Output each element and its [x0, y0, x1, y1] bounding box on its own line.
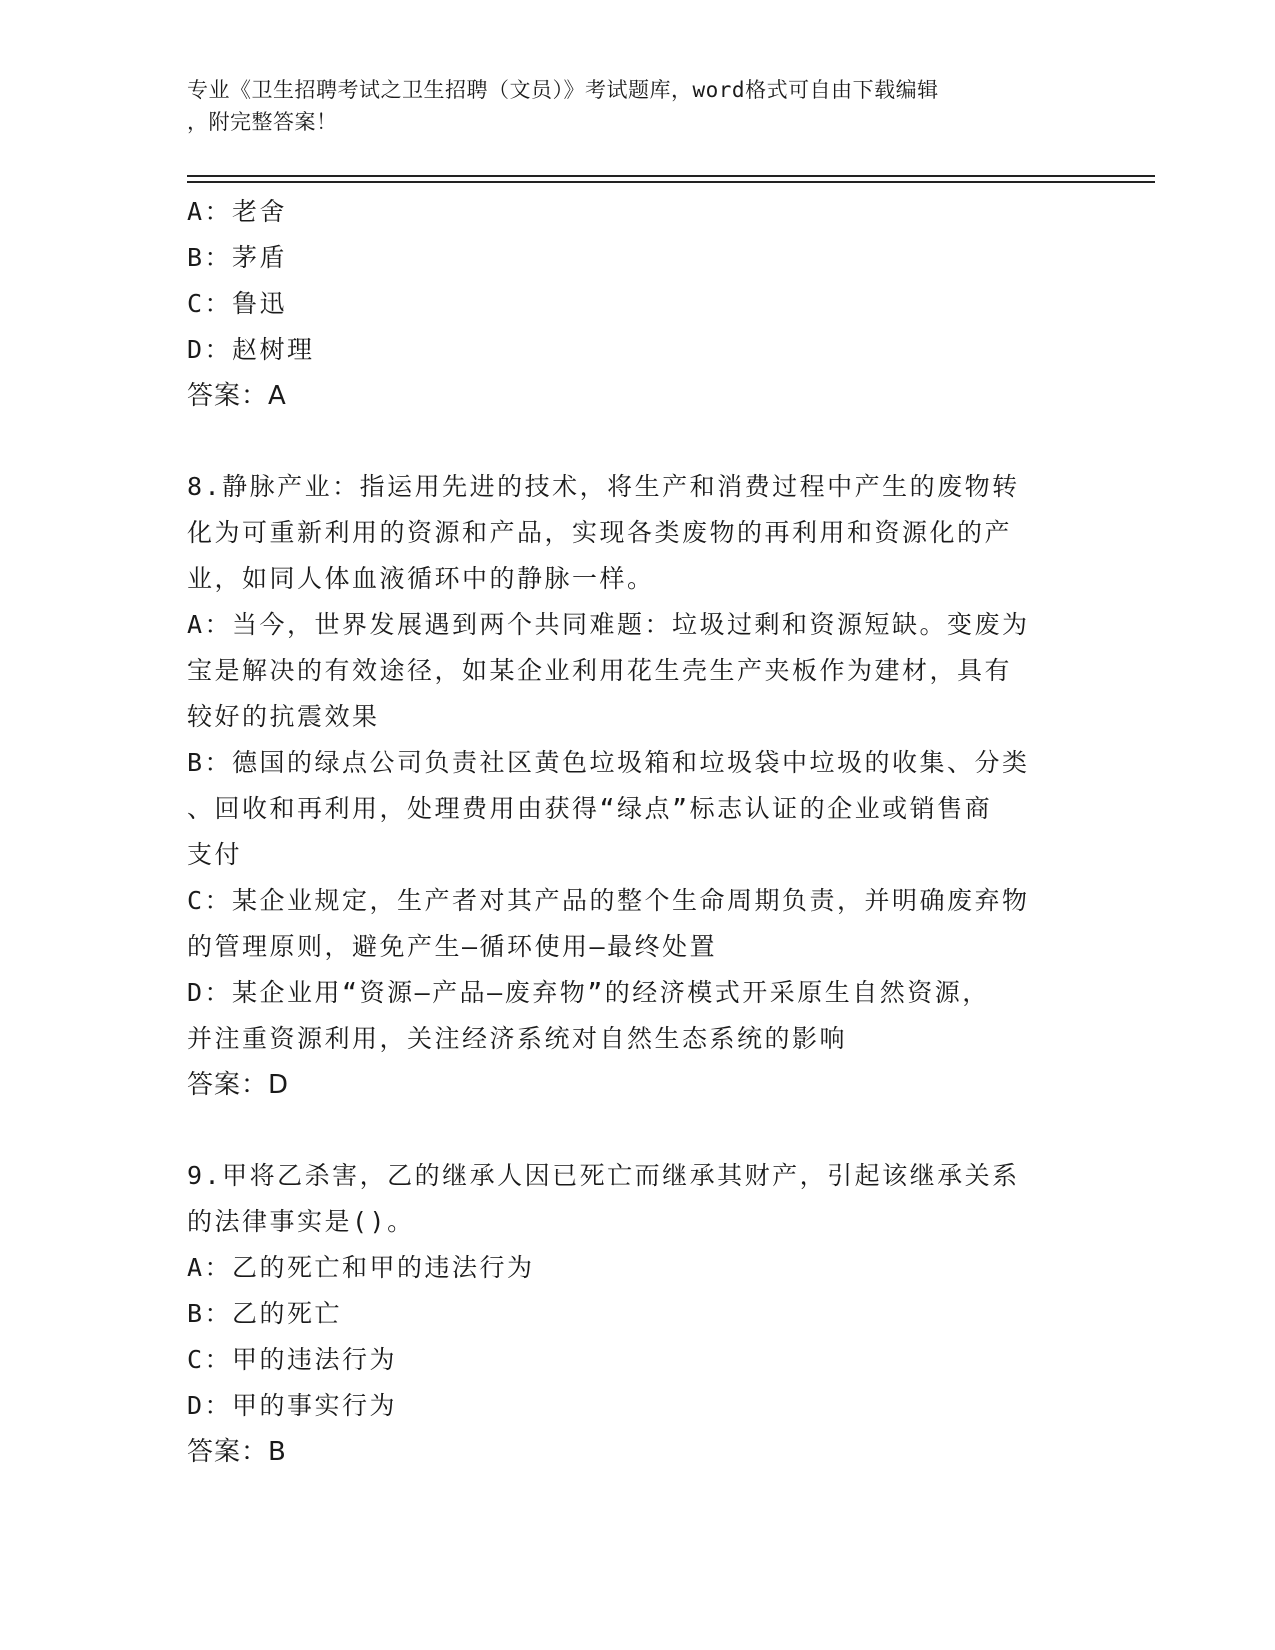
question-list: [187, 189, 1087, 1475]
q8-answer: 答案：D: [187, 1070, 290, 1100]
q9-answer: 答案：B: [187, 1437, 287, 1467]
q8-option-c: C：某企业规定，生产者对其产品的整个生命周期负责，并明确废弃物: [187, 886, 1030, 915]
q7-option-c: C：鲁迅: [187, 289, 288, 318]
q8-option-b: 、回收和再利用，处理费用由获得“绿点”标志认证的企业或销售商: [187, 794, 993, 823]
spacer: [187, 419, 1087, 464]
q8-stem-line: 8.静脉产业：指运用先进的技术，将生产和消费过程中产生的废物转: [187, 472, 1020, 501]
q8-stem-line: 业，如同人体血液循环中的静脉一样。: [187, 564, 655, 593]
q7-option-b: B：茅盾: [187, 243, 288, 272]
q9-option-d: D：甲的事实行为: [187, 1391, 398, 1420]
q8-option-d: 并注重资源利用，关注经济系统对自然生态系统的影响: [187, 1024, 848, 1053]
q8-option-a: 较好的抗震效果: [187, 702, 380, 731]
header-line-1: 专业《卫生招聘考试之卫生招聘（文员）》考试题库，word格式可自由下载编辑: [187, 78, 939, 102]
question-9-block: [187, 1153, 1087, 1475]
header-line-2: ，附完整答案！: [187, 110, 338, 134]
q9-option-b: B：乙的死亡: [187, 1299, 343, 1328]
q7-option-a: A：老舍: [187, 197, 288, 226]
spacer: [187, 1108, 1087, 1153]
q9-stem-line: 的法律事实是()。: [187, 1207, 415, 1236]
q9-option-c: C：甲的违法行为: [187, 1345, 398, 1374]
q8-option-b: B：德国的绿点公司负责社区黄色垃圾箱和垃圾袋中垃圾的收集、分类: [187, 748, 1030, 777]
q8-option-b: 支付: [187, 840, 243, 869]
question-7-block: [187, 189, 1087, 419]
q9-option-a: A：乙的死亡和甲的违法行为: [187, 1253, 535, 1282]
header-divider-bottom: [187, 181, 1155, 183]
q8-option-d: D：某企业用“资源—产品—废弃物”的经济模式开采原生自然资源，: [187, 978, 990, 1007]
q8-option-c: 的管理原则，避免产生—循环使用—最终处置: [187, 932, 718, 961]
question-8-block: [187, 464, 1087, 1108]
q7-answer: 答案：A: [187, 381, 287, 411]
q8-option-a: 宝是解决的有效途径，如某企业利用花生壳生产夹板作为建材，具有: [187, 656, 1013, 685]
q9-stem-line: 9.甲将乙杀害，乙的继承人因已死亡而继承其财产，引起该继承关系: [187, 1161, 1020, 1190]
document-header: [187, 74, 1077, 138]
q8-stem-line: 化为可重新利用的资源和产品，实现各类废物的再利用和资源化的产: [187, 518, 1013, 547]
header-divider-top: [187, 175, 1155, 177]
q7-option-d: D：赵树理: [187, 335, 315, 364]
q8-option-a: A：当今，世界发展遇到两个共同难题：垃圾过剩和资源短缺。变废为: [187, 610, 1030, 639]
